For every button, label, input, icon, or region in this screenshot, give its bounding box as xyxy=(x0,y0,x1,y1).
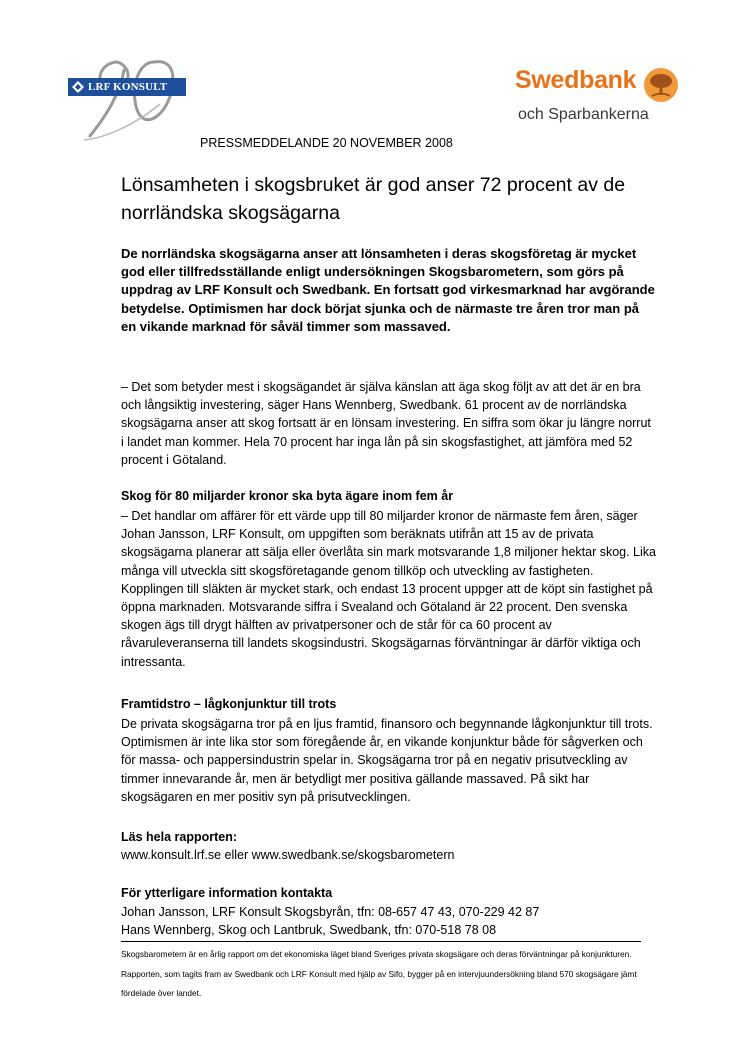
body-paragraph-2: – Det handlar om affärer för ett värde upp till 80 miljarder kronor de närmaste fem åren, säger Johan Jansson, LRF Konsult, om uppgiften som beräknats utifrån att 15 av de privata skogsägarna planerar att sälja eller överlåta sin mark motsvarande 1,8 miljoner hektar skog. Lika många vill utveckla sitt skogsföretagande genom tillköp och utveckling av fastigheten. Kopplingen till släkten är mycket stark, och endast 13 procent uppger att de köpt sin fastighet på öppna marknaden. Motsvarande siffra i Svealand och Götaland är 22 procent. Den svenska skogen ägs till drygt hälften av privatpersoner och de står för ca 60 procent av råvaruleveranserna till landets skogsindustri. Skogsägarnas förväntningar är därför viktiga och intressanta. xyxy=(121,509,656,669)
contact-heading: För ytterligare information kontakta xyxy=(121,886,333,900)
lrf-konsult-badge xyxy=(68,78,186,96)
section-heading-2: Framtidstro – lågkonjunktur till trots xyxy=(121,697,337,711)
report-heading: Läs hela rapporten: xyxy=(121,830,237,844)
footnote-divider xyxy=(121,941,641,942)
press-release-dateline: PRESSMEDDELANDE 20 NOVEMBER 2008 xyxy=(200,136,453,150)
lead-paragraph: De norrländska skogsägarna anser att lönsamheten i deras skogsföretag är mycket god eller tillfredsställande enligt undersökningen Skogsbarometern, som görs på uppdrag av LRF Konsult och Swedbank. En fortsatt god virkesmarknad har avgörande betydelse. Optimismen har dock börjat sjunka och de närmaste tre åren tror man på en vikande marknad för såväl timmer som massaved. xyxy=(121,246,655,334)
swedbank-oak-icon xyxy=(643,67,679,103)
lrf-konsult-logo xyxy=(62,62,190,140)
headline: Lönsamheten i skogsbruket är god anser 72 procent av de norrländska skogsägarna xyxy=(121,174,626,224)
contact-line-1: Johan Jansson, LRF Konsult Skogsbyrån, tfn: 08-657 47 43, 070-229 42 87 xyxy=(121,905,540,919)
contact-line-2: Hans Wennberg, Skog och Lantbruk, Swedbank, tfn: 070-518 78 08 xyxy=(121,923,497,937)
lrf-diamond-icon xyxy=(72,81,84,93)
footnote: Skogsbarometern är en årlig rapport om det ekonomiska läget bland Sveriges privata skogsägare och deras förväntningar på konjunkturen. Rapporten, som tagits fram av Swedbank och LRF Konsult med hjälp av Sifo, bygger på en intervjuundersökning bland 570 skogsägare jämt fördelade över landet. xyxy=(121,949,637,998)
lrf-konsult-wordmark: LRF KONSULT xyxy=(88,81,168,93)
section-heading-1: Skog för 80 miljarder kronor ska byta ägare inom fem år xyxy=(121,489,454,503)
body-paragraph-1: – Det som betyder mest i skogsägandet är själva känslan att äga skog följt av att det är en bra och långsiktig investering, säger Hans Wennberg, Swedbank. 61 procent av de norrländska skogsägarna anser att skog fortsatt är en lönsam investering. En siffra som ökar ju längre norrut i landet man kommer. Hela 70 procent har inga lån på sin skogsfastighet, att jämföra med 52 procent i Götaland. xyxy=(121,380,651,467)
ninety-years-emblem xyxy=(76,54,186,146)
swedbank-logo xyxy=(512,66,692,132)
swedbank-subtitle: och Sparbankerna xyxy=(518,106,649,123)
report-links[interactable]: www.konsult.lrf.se eller www.swedbank.se/skogsbarometern xyxy=(121,848,455,862)
swedbank-wordmark: Swedbank xyxy=(515,66,637,94)
body-paragraph-3: De privata skogsägarna tror på en ljus framtid, finansoro och begynnande lågkonjunktur till trots. Optimismen är inte lika stor som föregående år, en vikande konjunktur både för sågverken och för massa- och pappersindustrin spelar in. Skogsägarna tror på en negativ prisutveckling av timmer innevarande år, men är betydligt mer positiva gällande massaved. På sikt har skogsägaren en mer positiv syn på prisutvecklingen. xyxy=(121,717,653,804)
